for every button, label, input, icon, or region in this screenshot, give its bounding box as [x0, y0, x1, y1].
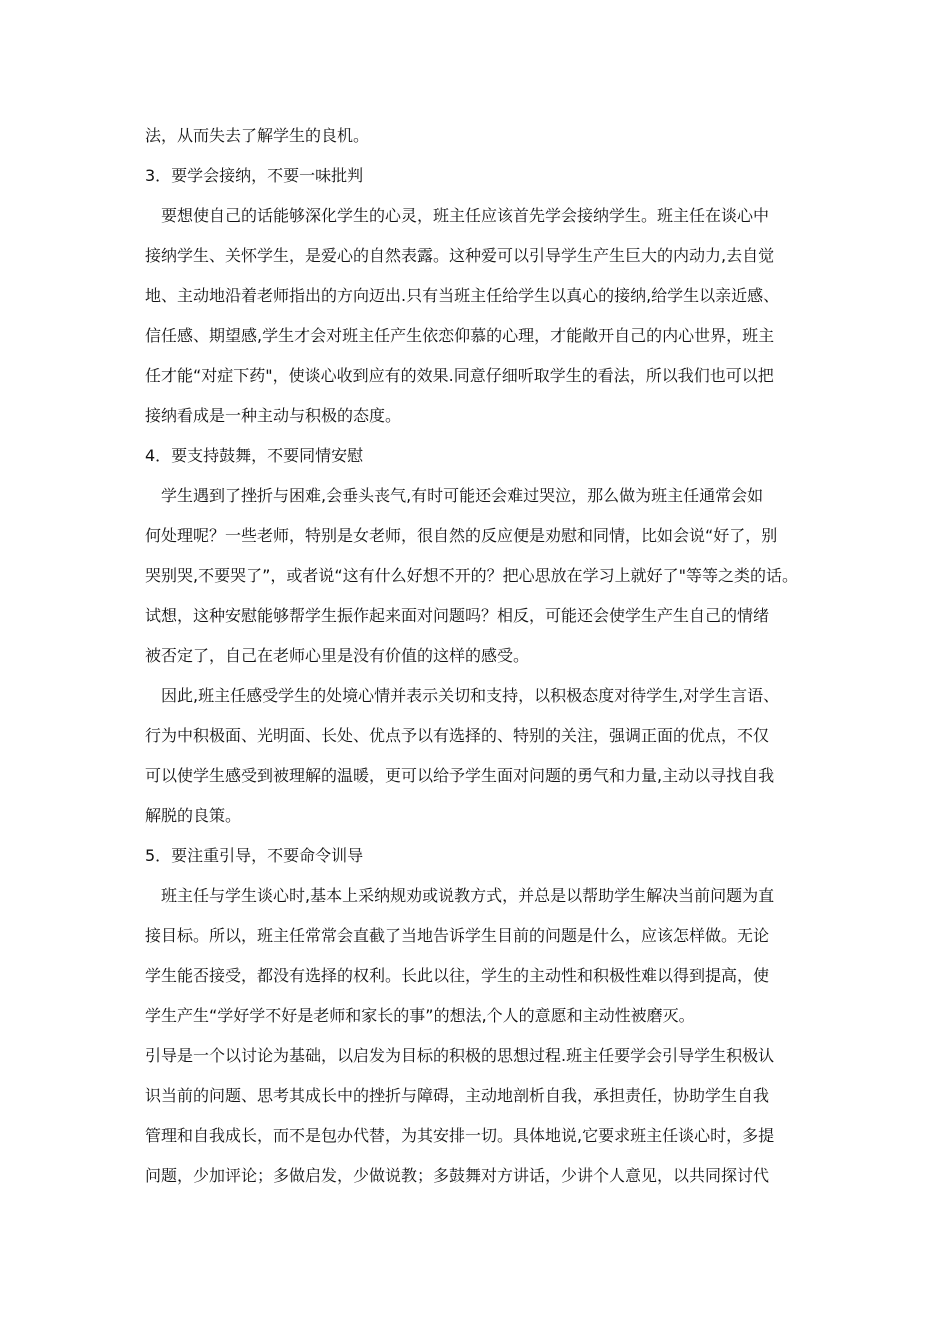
section-heading: 5．要注重引导，不要命令训导 [145, 846, 364, 865]
text-line: 班主任与学生谈心时,基本上采纳规劝或说教方式，并总是以帮助学生解决当前问题为直 [145, 886, 775, 905]
text-line: 学生产生“学好学不好是老师和家长的事”的想法,个人的意愿和主动性被磨灭。 [145, 1006, 695, 1025]
text-line: 识当前的问题、思考其成长中的挫折与障碍，主动地剖析自我，承担责任，协助学生自我 [145, 1086, 770, 1105]
text-line: 被否定了，自己在老师心里是没有价值的这样的感受。 [145, 646, 530, 665]
text-line: 任才能“对症下药"，使谈心收到应有的效果.同意仔细听取学生的看法，所以我们也可以把 [145, 366, 774, 385]
text-line: 接纳学生、关怀学生，是爱心的自然表露。这种爱可以引导学生产生巨大的内动力,去自觉 [145, 246, 775, 265]
text-line: 学生能否接受，都没有选择的权利。长此以往，学生的主动性和积极性难以得到提高，使 [145, 966, 770, 985]
document-body [145, 124, 813, 1204]
text-line: 管理和自我成长，而不是包办代替，为其安排一切。具体地说,它要求班主任谈心时，多提 [145, 1126, 775, 1145]
text-line: 试想，这种安慰能够帮学生振作起来面对问题吗？相反，可能还会使学生产生自己的情绪 [145, 606, 770, 625]
text-line: 何处理呢？一些老师，特别是女老师，很自然的反应便是劝慰和同情，比如会说“好了，别 [145, 526, 778, 545]
text-line: 解脱的良策。 [145, 806, 242, 825]
text-line: 引导是一个以讨论为基础，以启发为目标的积极的思想过程.班主任要学会引导学生积极认 [145, 1046, 775, 1065]
text-line: 行为中积极面、光明面、长处、优点予以有选择的、特别的关注，强调正面的优点，不仅 [145, 726, 770, 745]
text-line: 问题，少加评论；多做启发，少做说教；多鼓舞对方讲话，少讲个人意见，以共同探讨代 [145, 1166, 770, 1185]
text-line: 学生遇到了挫折与困难,会垂头丧气,有时可能还会难过哭泣，那么做为班主任通常会如 [145, 486, 764, 505]
text-line: 法，从而失去了解学生的良机。 [145, 126, 370, 145]
text-line: 信任感、期望感,学生才会对班主任产生依恋仰慕的心理，才能敞开自己的内心世界，班主 [145, 326, 775, 345]
text-line: 接目标。所以，班主任常常会直截了当地告诉学生目前的问题是什么，应该怎样做。无论 [145, 926, 770, 945]
text-line: 地、主动地沿着老师指出的方向迈出.只有当班主任给学生以真心的接纳,给学生以亲近感、 [145, 286, 780, 305]
text-line: 哭别哭,不要哭了”，或者说“这有什么好想不开的？把心思放在学习上就好了"等等之类的话。 [145, 566, 799, 585]
text-line: 接纳看成是一种主动与积极的态度。 [145, 406, 402, 425]
section-heading: 3．要学会接纳，不要一味批判 [145, 166, 364, 185]
text-line: 要想使自己的话能够深化学生的心灵，班主任应该首先学会接纳学生。班主任在谈心中 [145, 206, 770, 225]
text-line: 可以使学生感受到被理解的温暖，更可以给予学生面对问题的勇气和力量,主动以寻找自我 [145, 766, 775, 785]
section-heading: 4．要支持鼓舞，不要同情安慰 [145, 446, 364, 465]
text-line: 因此,班主任感受学生的处境心情并表示关切和支持，以积极态度对待学生,对学生言语、 [145, 686, 780, 705]
